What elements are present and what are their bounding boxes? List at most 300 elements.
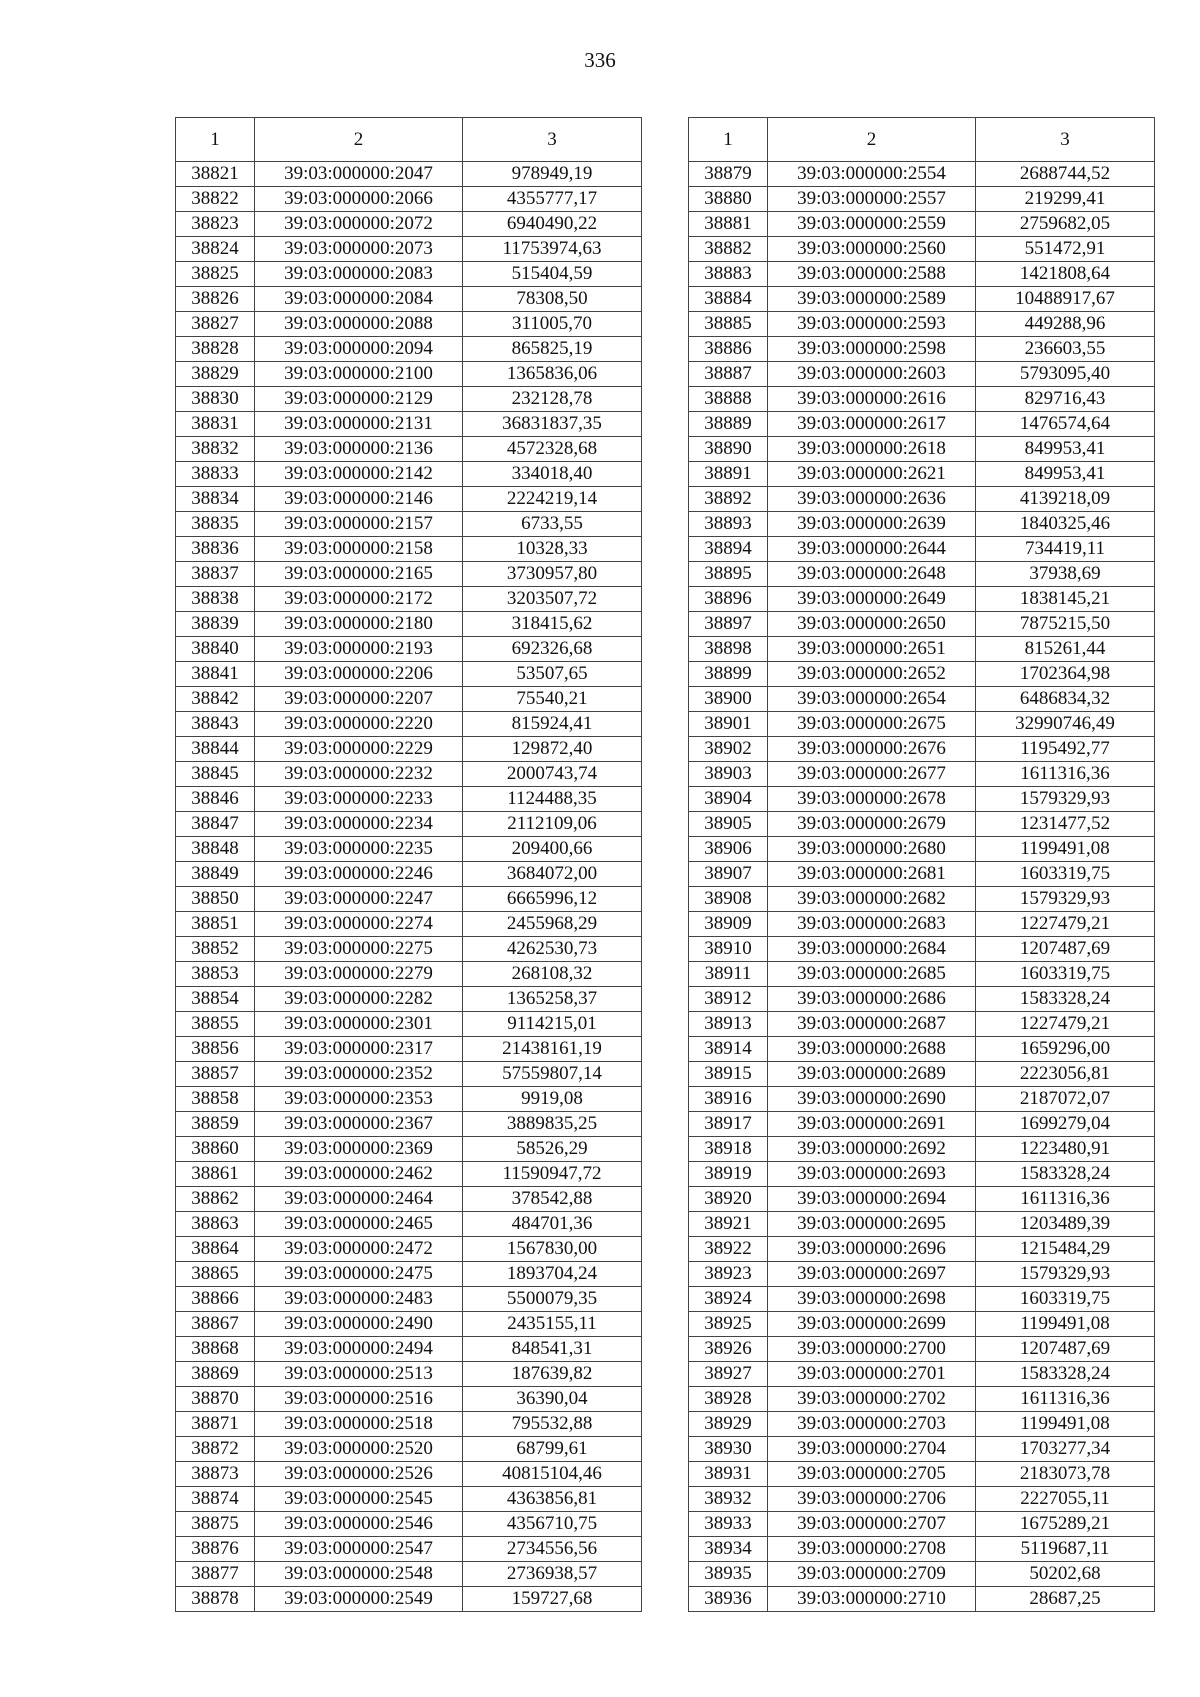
cadastral-number-cell: 39:03:000000:2697: [768, 1262, 976, 1287]
cadastral-number-cell: 39:03:000000:2464: [255, 1187, 463, 1212]
cadastral-number-cell: 39:03:000000:2701: [768, 1362, 976, 1387]
table-row: [689, 1012, 1155, 1037]
table-row: [689, 1362, 1155, 1387]
table-row: [176, 1362, 642, 1387]
value-cell: 829716,43: [976, 387, 1155, 412]
table-row: [689, 387, 1155, 412]
row-number-cell: 38883: [689, 262, 768, 287]
table-row: [176, 537, 642, 562]
row-number-cell: 38833: [176, 462, 255, 487]
row-number-cell: 38893: [689, 512, 768, 537]
value-cell: 5119687,11: [976, 1537, 1155, 1562]
table-row: [176, 162, 642, 187]
row-number-cell: 38884: [689, 287, 768, 312]
table-row: [176, 662, 642, 687]
row-number-cell: 38885: [689, 312, 768, 337]
table-row: [689, 262, 1155, 287]
value-cell: 1223480,91: [976, 1137, 1155, 1162]
row-number-cell: 38926: [689, 1337, 768, 1362]
table-row: [176, 1462, 642, 1487]
row-number-cell: 38874: [176, 1487, 255, 1512]
value-cell: 78308,50: [463, 287, 642, 312]
cadastral-number-cell: 39:03:000000:2220: [255, 712, 463, 737]
row-number-cell: 38922: [689, 1237, 768, 1262]
row-number-cell: 38877: [176, 1562, 255, 1587]
row-number-cell: 38827: [176, 312, 255, 337]
value-cell: 734419,11: [976, 537, 1155, 562]
header-row: [176, 118, 642, 162]
cadastral-number-cell: 39:03:000000:2588: [768, 262, 976, 287]
table-row: [176, 637, 642, 662]
cadastral-number-cell: 39:03:000000:2699: [768, 1312, 976, 1337]
value-cell: 2734556,56: [463, 1537, 642, 1562]
table-row: [689, 687, 1155, 712]
table-row: [689, 1137, 1155, 1162]
table-row: [689, 1287, 1155, 1312]
table-row: [176, 212, 642, 237]
value-cell: 2688744,52: [976, 162, 1155, 187]
row-number-cell: 38889: [689, 412, 768, 437]
cadastral-number-cell: 39:03:000000:2100: [255, 362, 463, 387]
cadastral-number-cell: 39:03:000000:2207: [255, 687, 463, 712]
table-row: [176, 1512, 642, 1537]
row-number-cell: 38842: [176, 687, 255, 712]
row-number-cell: 38862: [176, 1187, 255, 1212]
cadastral-number-cell: 39:03:000000:2246: [255, 862, 463, 887]
row-number-cell: 38854: [176, 987, 255, 1012]
table-row: [176, 1262, 642, 1287]
value-cell: 1207487,69: [976, 1337, 1155, 1362]
cadastral-number-cell: 39:03:000000:2687: [768, 1012, 976, 1037]
cadastral-number-cell: 39:03:000000:2650: [768, 612, 976, 637]
cadastral-number-cell: 39:03:000000:2275: [255, 937, 463, 962]
cadastral-number-cell: 39:03:000000:2649: [768, 587, 976, 612]
row-number-cell: 38897: [689, 612, 768, 637]
cadastral-number-cell: 39:03:000000:2636: [768, 487, 976, 512]
value-cell: 1579329,93: [976, 887, 1155, 912]
table-row: [176, 437, 642, 462]
cadastral-number-cell: 39:03:000000:2700: [768, 1337, 976, 1362]
table-row: [176, 937, 642, 962]
row-number-cell: 38908: [689, 887, 768, 912]
value-cell: 1199491,08: [976, 1312, 1155, 1337]
row-number-cell: 38914: [689, 1037, 768, 1062]
value-cell: 1675289,21: [976, 1512, 1155, 1537]
value-cell: 236603,55: [976, 337, 1155, 362]
row-number-cell: 38895: [689, 562, 768, 587]
table-row: [689, 737, 1155, 762]
cadastral-number-cell: 39:03:000000:2367: [255, 1112, 463, 1137]
row-number-cell: 38873: [176, 1462, 255, 1487]
table-row: [689, 1237, 1155, 1262]
table-row: [176, 787, 642, 812]
cadastral-number-cell: 39:03:000000:2676: [768, 737, 976, 762]
value-cell: 1840325,46: [976, 512, 1155, 537]
value-cell: 334018,40: [463, 462, 642, 487]
table-row: [689, 1312, 1155, 1337]
row-number-cell: 38858: [176, 1087, 255, 1112]
table-row: [176, 837, 642, 862]
cadastral-number-cell: 39:03:000000:2689: [768, 1062, 976, 1087]
table-row: [689, 1112, 1155, 1137]
table-row: [689, 1387, 1155, 1412]
value-cell: 1199491,08: [976, 837, 1155, 862]
table-row: [176, 1537, 642, 1562]
row-number-cell: 38912: [689, 987, 768, 1012]
table-row: [176, 1112, 642, 1137]
value-cell: 9114215,01: [463, 1012, 642, 1037]
table-row: [176, 1312, 642, 1337]
value-cell: 4572328,68: [463, 437, 642, 462]
cadastral-number-cell: 39:03:000000:2708: [768, 1537, 976, 1562]
cadastral-number-cell: 39:03:000000:2157: [255, 512, 463, 537]
table-row: [689, 587, 1155, 612]
table-row: [176, 762, 642, 787]
table-row: [689, 1537, 1155, 1562]
table-row: [689, 1087, 1155, 1112]
value-cell: 449288,96: [976, 312, 1155, 337]
cadastral-number-cell: 39:03:000000:2681: [768, 862, 976, 887]
row-number-cell: 38900: [689, 687, 768, 712]
table-row: [689, 537, 1155, 562]
cadastral-number-cell: 39:03:000000:2353: [255, 1087, 463, 1112]
row-number-cell: 38890: [689, 437, 768, 462]
row-number-cell: 38840: [176, 637, 255, 662]
value-cell: 5500079,35: [463, 1287, 642, 1312]
row-number-cell: 38846: [176, 787, 255, 812]
row-number-cell: 38918: [689, 1137, 768, 1162]
cadastral-number-cell: 39:03:000000:2688: [768, 1037, 976, 1062]
value-cell: 7875215,50: [976, 612, 1155, 637]
value-cell: 795532,88: [463, 1412, 642, 1437]
row-number-cell: 38832: [176, 437, 255, 462]
row-number-cell: 38907: [689, 862, 768, 887]
row-number-cell: 38836: [176, 537, 255, 562]
cadastral-number-cell: 39:03:000000:2680: [768, 837, 976, 862]
cadastral-number-cell: 39:03:000000:2589: [768, 287, 976, 312]
row-number-cell: 38899: [689, 662, 768, 687]
row-number-cell: 38924: [689, 1287, 768, 1312]
value-cell: 6940490,22: [463, 212, 642, 237]
table-row: [176, 1412, 642, 1437]
cadastral-number-cell: 39:03:000000:2675: [768, 712, 976, 737]
row-number-cell: 38876: [176, 1537, 255, 1562]
table-row: [176, 187, 642, 212]
header-row: [689, 118, 1155, 162]
value-cell: 515404,59: [463, 262, 642, 287]
row-number-cell: 38882: [689, 237, 768, 262]
value-cell: 849953,41: [976, 437, 1155, 462]
value-cell: 4355777,17: [463, 187, 642, 212]
cadastral-number-cell: 39:03:000000:2282: [255, 987, 463, 1012]
value-cell: 1611316,36: [976, 762, 1155, 787]
row-number-cell: 38909: [689, 912, 768, 937]
cadastral-number-cell: 39:03:000000:2546: [255, 1512, 463, 1537]
table-row: [689, 512, 1155, 537]
table-row: [176, 1587, 642, 1612]
cadastral-number-cell: 39:03:000000:2094: [255, 337, 463, 362]
row-number-cell: 38848: [176, 837, 255, 862]
cadastral-number-cell: 39:03:000000:2494: [255, 1337, 463, 1362]
value-cell: 3889835,25: [463, 1112, 642, 1137]
cadastral-number-cell: 39:03:000000:2072: [255, 212, 463, 237]
row-number-cell: 38847: [176, 812, 255, 837]
row-number-cell: 38916: [689, 1087, 768, 1112]
row-number-cell: 38888: [689, 387, 768, 412]
cadastral-number-cell: 39:03:000000:2677: [768, 762, 976, 787]
row-number-cell: 38871: [176, 1412, 255, 1437]
cadastral-number-cell: 39:03:000000:2279: [255, 962, 463, 987]
cadastral-number-cell: 39:03:000000:2621: [768, 462, 976, 487]
value-cell: 37938,69: [976, 562, 1155, 587]
table-row: [176, 1237, 642, 1262]
value-cell: 3730957,80: [463, 562, 642, 587]
value-cell: 232128,78: [463, 387, 642, 412]
cadastral-number-cell: 39:03:000000:2707: [768, 1512, 976, 1537]
value-cell: 5793095,40: [976, 362, 1155, 387]
cadastral-number-cell: 39:03:000000:2317: [255, 1037, 463, 1062]
table-row: [176, 462, 642, 487]
row-number-cell: 38925: [689, 1312, 768, 1337]
row-number-cell: 38894: [689, 537, 768, 562]
cadastral-number-cell: 39:03:000000:2698: [768, 1287, 976, 1312]
value-cell: 848541,31: [463, 1337, 642, 1362]
table-row: [689, 1487, 1155, 1512]
cadastral-number-cell: 39:03:000000:2617: [768, 412, 976, 437]
value-cell: 2112109,06: [463, 812, 642, 837]
cadastral-number-cell: 39:03:000000:2706: [768, 1487, 976, 1512]
row-number-cell: 38856: [176, 1037, 255, 1062]
column-header-2: 2: [255, 118, 463, 162]
cadastral-number-cell: 39:03:000000:2142: [255, 462, 463, 487]
cadastral-number-cell: 39:03:000000:2547: [255, 1537, 463, 1562]
cadastral-number-cell: 39:03:000000:2193: [255, 637, 463, 662]
cadastral-number-cell: 39:03:000000:2083: [255, 262, 463, 287]
value-cell: 21438161,19: [463, 1037, 642, 1062]
value-cell: 1124488,35: [463, 787, 642, 812]
cadastral-number-cell: 39:03:000000:2084: [255, 287, 463, 312]
value-cell: 40815104,46: [463, 1462, 642, 1487]
value-cell: 10328,33: [463, 537, 642, 562]
row-number-cell: 38934: [689, 1537, 768, 1562]
cadastral-number-cell: 39:03:000000:2483: [255, 1287, 463, 1312]
cadastral-number-cell: 39:03:000000:2513: [255, 1362, 463, 1387]
row-number-cell: 38898: [689, 637, 768, 662]
cadastral-number-cell: 39:03:000000:2172: [255, 587, 463, 612]
cadastral-number-cell: 39:03:000000:2131: [255, 412, 463, 437]
value-cell: 1579329,93: [976, 1262, 1155, 1287]
table-row: [689, 1512, 1155, 1537]
value-cell: 1838145,21: [976, 587, 1155, 612]
value-cell: 268108,32: [463, 962, 642, 987]
table-row: [176, 687, 642, 712]
value-cell: 187639,82: [463, 1362, 642, 1387]
cadastral-number-cell: 39:03:000000:2234: [255, 812, 463, 837]
value-cell: 1365836,06: [463, 362, 642, 387]
value-cell: 1227479,21: [976, 912, 1155, 937]
cadastral-number-cell: 39:03:000000:2686: [768, 987, 976, 1012]
table-row: [176, 912, 642, 937]
cadastral-number-cell: 39:03:000000:2233: [255, 787, 463, 812]
table-row: [176, 562, 642, 587]
value-cell: 1893704,24: [463, 1262, 642, 1287]
table-row: [689, 987, 1155, 1012]
row-number-cell: 38855: [176, 1012, 255, 1037]
value-cell: 2183073,78: [976, 1462, 1155, 1487]
row-number-cell: 38821: [176, 162, 255, 187]
cadastral-number-cell: 39:03:000000:2705: [768, 1462, 976, 1487]
value-cell: 11590947,72: [463, 1162, 642, 1187]
value-cell: 2187072,07: [976, 1087, 1155, 1112]
table-row: [176, 412, 642, 437]
cadastral-number-cell: 39:03:000000:2696: [768, 1237, 976, 1262]
table-row: [176, 962, 642, 987]
row-number-cell: 38859: [176, 1112, 255, 1137]
value-cell: 2223056,81: [976, 1062, 1155, 1087]
value-cell: 1227479,21: [976, 1012, 1155, 1037]
value-cell: 692326,68: [463, 637, 642, 662]
row-number-cell: 38891: [689, 462, 768, 487]
value-cell: 484701,36: [463, 1212, 642, 1237]
row-number-cell: 38910: [689, 937, 768, 962]
cadastral-number-cell: 39:03:000000:2518: [255, 1412, 463, 1437]
row-number-cell: 38929: [689, 1412, 768, 1437]
cadastral-number-cell: 39:03:000000:2691: [768, 1112, 976, 1137]
cadastral-number-cell: 39:03:000000:2088: [255, 312, 463, 337]
row-number-cell: 38927: [689, 1362, 768, 1387]
table-row: [689, 212, 1155, 237]
column-header-1: 1: [689, 118, 768, 162]
table-row: [176, 1037, 642, 1062]
cadastral-number-cell: 39:03:000000:2683: [768, 912, 976, 937]
table-row: [176, 1287, 642, 1312]
value-cell: 4262530,73: [463, 937, 642, 962]
row-number-cell: 38822: [176, 187, 255, 212]
row-number-cell: 38901: [689, 712, 768, 737]
table-row: [689, 912, 1155, 937]
row-number-cell: 38923: [689, 1262, 768, 1287]
row-number-cell: 38892: [689, 487, 768, 512]
row-number-cell: 38933: [689, 1512, 768, 1537]
value-cell: 209400,66: [463, 837, 642, 862]
row-number-cell: 38919: [689, 1162, 768, 1187]
value-cell: 1603319,75: [976, 862, 1155, 887]
value-cell: 3684072,00: [463, 862, 642, 887]
cadastral-number-cell: 39:03:000000:2073: [255, 237, 463, 262]
value-cell: 1611316,36: [976, 1187, 1155, 1212]
row-number-cell: 38844: [176, 737, 255, 762]
row-number-cell: 38896: [689, 587, 768, 612]
table-row: [176, 1562, 642, 1587]
table-row: [689, 637, 1155, 662]
row-number-cell: 38857: [176, 1062, 255, 1087]
row-number-cell: 38837: [176, 562, 255, 587]
row-number-cell: 38902: [689, 737, 768, 762]
value-cell: 6665996,12: [463, 887, 642, 912]
value-cell: 1702364,98: [976, 662, 1155, 687]
cadastral-number-cell: 39:03:000000:2146: [255, 487, 463, 512]
row-number-cell: 38935: [689, 1562, 768, 1587]
table-row: [176, 237, 642, 262]
table-row: [689, 1412, 1155, 1437]
value-cell: 318415,62: [463, 612, 642, 637]
cadastral-number-cell: 39:03:000000:2526: [255, 1462, 463, 1487]
cadastral-number-cell: 39:03:000000:2369: [255, 1137, 463, 1162]
table-row: [689, 937, 1155, 962]
cadastral-number-cell: 39:03:000000:2554: [768, 162, 976, 187]
table-row: [689, 812, 1155, 837]
table-row: [689, 1337, 1155, 1362]
table-row: [176, 1387, 642, 1412]
row-number-cell: 38841: [176, 662, 255, 687]
row-number-cell: 38867: [176, 1312, 255, 1337]
value-cell: 4356710,75: [463, 1512, 642, 1537]
cadastral-number-cell: 39:03:000000:2301: [255, 1012, 463, 1037]
value-cell: 1207487,69: [976, 937, 1155, 962]
cadastral-number-cell: 39:03:000000:2548: [255, 1562, 463, 1587]
cadastral-number-cell: 39:03:000000:2516: [255, 1387, 463, 1412]
row-number-cell: 38838: [176, 587, 255, 612]
cadastral-number-cell: 39:03:000000:2618: [768, 437, 976, 462]
cadastral-number-cell: 39:03:000000:2685: [768, 962, 976, 987]
row-number-cell: 38905: [689, 812, 768, 837]
table-row: [689, 1187, 1155, 1212]
cadastral-number-cell: 39:03:000000:2694: [768, 1187, 976, 1212]
row-number-cell: 38920: [689, 1187, 768, 1212]
row-number-cell: 38828: [176, 337, 255, 362]
table-row: [689, 237, 1155, 262]
value-cell: 2000743,74: [463, 762, 642, 787]
cadastral-number-cell: 39:03:000000:2206: [255, 662, 463, 687]
row-number-cell: 38881: [689, 212, 768, 237]
table-row: [689, 1162, 1155, 1187]
row-number-cell: 38936: [689, 1587, 768, 1612]
value-cell: 1203489,39: [976, 1212, 1155, 1237]
cadastral-number-cell: 39:03:000000:2247: [255, 887, 463, 912]
row-number-cell: 38839: [176, 612, 255, 637]
value-cell: 2224219,14: [463, 487, 642, 512]
table-row: [689, 862, 1155, 887]
cadastral-number-cell: 39:03:000000:2472: [255, 1237, 463, 1262]
cadastral-number-cell: 39:03:000000:2235: [255, 837, 463, 862]
value-cell: 1476574,64: [976, 412, 1155, 437]
table-row: [689, 787, 1155, 812]
table-row: [176, 262, 642, 287]
table-row: [689, 337, 1155, 362]
table-row: [689, 287, 1155, 312]
cadastral-number-cell: 39:03:000000:2690: [768, 1087, 976, 1112]
value-cell: 2227055,11: [976, 1487, 1155, 1512]
value-cell: 551472,91: [976, 237, 1155, 262]
value-cell: 36390,04: [463, 1387, 642, 1412]
value-cell: 1699279,04: [976, 1112, 1155, 1137]
value-cell: 1579329,93: [976, 787, 1155, 812]
cadastral-number-cell: 39:03:000000:2549: [255, 1587, 463, 1612]
row-number-cell: 38861: [176, 1162, 255, 1187]
row-number-cell: 38845: [176, 762, 255, 787]
row-number-cell: 38866: [176, 1287, 255, 1312]
table-row: [689, 1562, 1155, 1587]
value-cell: 1199491,08: [976, 1412, 1155, 1437]
value-cell: 2759682,05: [976, 212, 1155, 237]
table-row: [176, 1012, 642, 1037]
value-cell: 36831837,35: [463, 412, 642, 437]
row-number-cell: 38829: [176, 362, 255, 387]
cadastral-number-cell: 39:03:000000:2710: [768, 1587, 976, 1612]
row-number-cell: 38863: [176, 1212, 255, 1237]
cadastral-number-cell: 39:03:000000:2165: [255, 562, 463, 587]
row-number-cell: 38825: [176, 262, 255, 287]
